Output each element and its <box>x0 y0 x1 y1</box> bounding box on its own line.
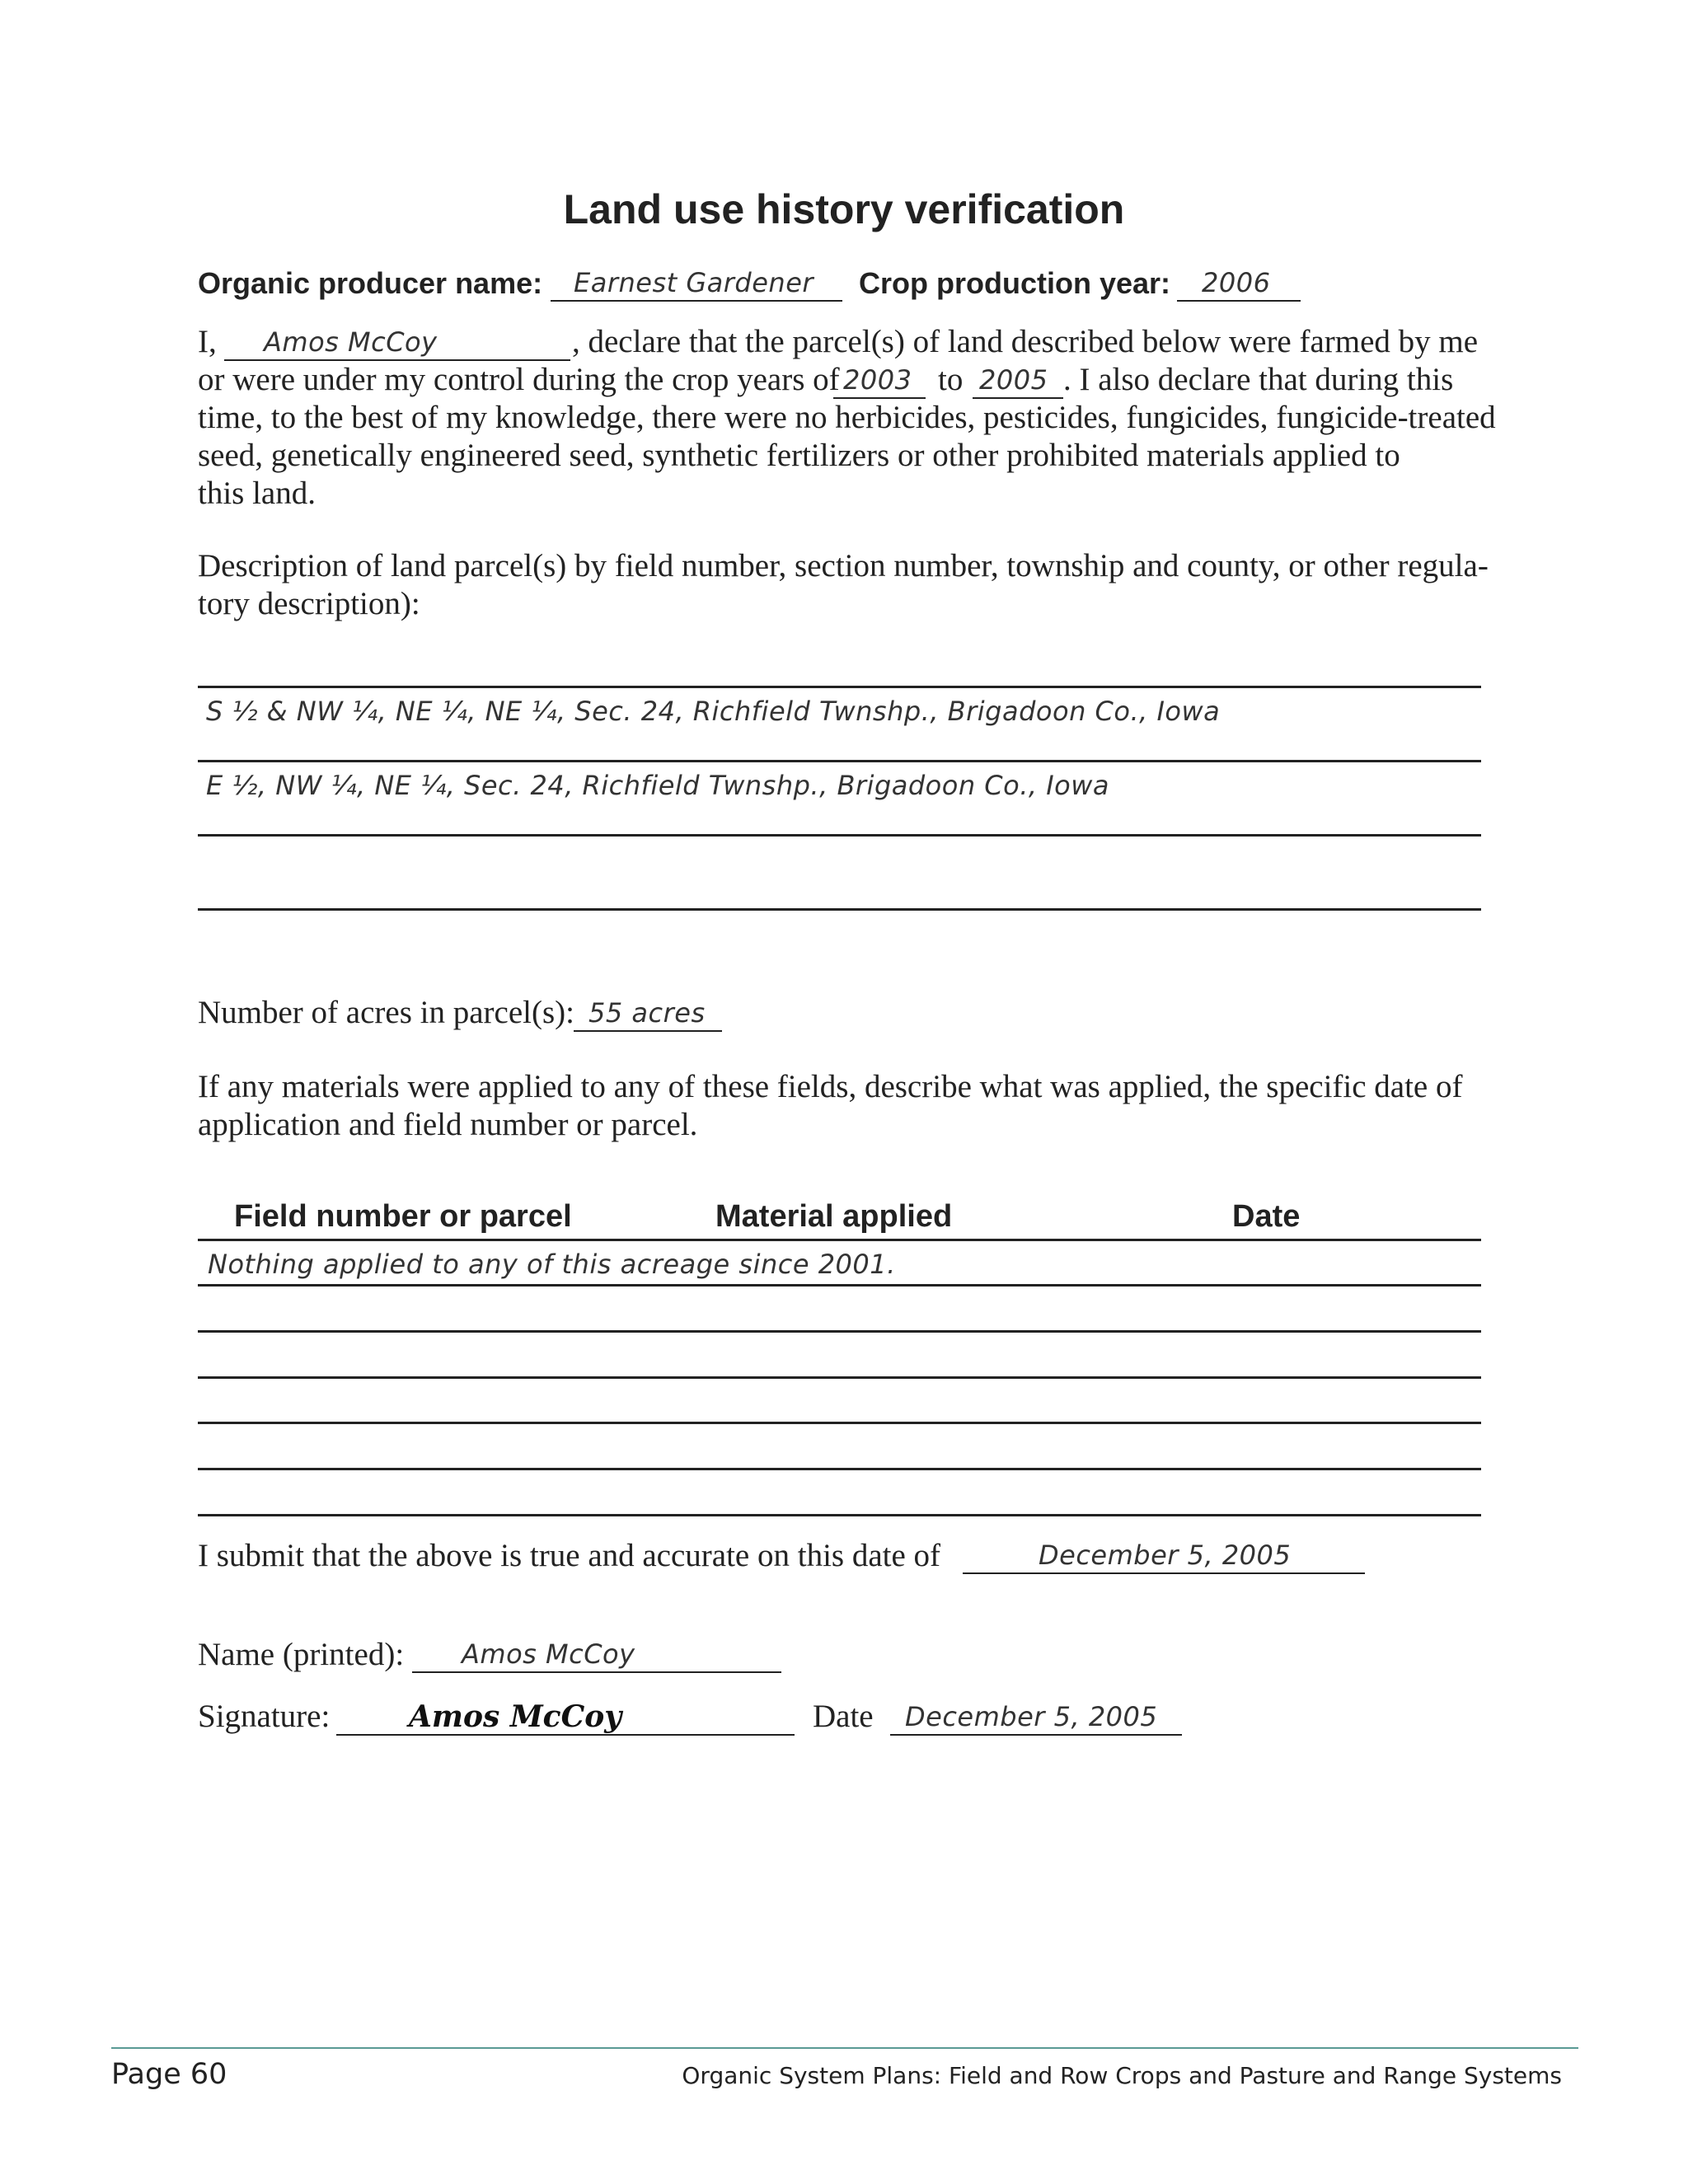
declarant-value: Amos McCoy <box>264 326 438 358</box>
name-printed-field[interactable] <box>412 1637 781 1673</box>
table-row-line-2[interactable] <box>198 1330 1481 1333</box>
from-year-value: 2003 <box>843 364 912 396</box>
declaration-prefix: I, <box>198 324 217 359</box>
page-title: Land use history verification <box>563 186 1125 232</box>
parcel-description-label-2: tory description): <box>198 586 420 621</box>
to-year-field[interactable] <box>973 364 1063 399</box>
submission-label: I submit that the above is true and accurate on this date of <box>198 1538 941 1573</box>
crop-year-value: 2006 <box>1202 267 1271 298</box>
declaration-text-2b: to <box>938 362 964 397</box>
parcel-line-2-text: E ½, NW ¼, NE ¼, Sec. 24, Richfield Twnshp., Brigadoon Co., Iowa <box>206 770 1110 801</box>
signature-date-label: Date <box>813 1699 874 1734</box>
declaration-text-3: time, to the best of my knowledge, there were no herbicides, pesticides, fungicides, fungicide-treated <box>198 400 1496 435</box>
parcel-line-3[interactable] <box>198 908 1481 911</box>
table-row-1-text: Nothing applied to any of this acreage since 2001. <box>208 1249 896 1280</box>
name-printed-label: Name (printed): <box>198 1637 405 1672</box>
crop-year-label: Crop production year: <box>859 266 1171 300</box>
column-header-field: Field number or parcel <box>234 1199 572 1234</box>
crop-year-field[interactable] <box>1177 265 1301 302</box>
column-header-material: Material applied <box>715 1199 953 1234</box>
table-row-line-1[interactable] <box>198 1284 1481 1286</box>
table-row-line-3[interactable] <box>198 1376 1481 1379</box>
parcel-line-top <box>198 686 1481 688</box>
declaration-text-1: , declare that the parcel(s) of land described below were farmed by me <box>572 324 1479 359</box>
signature-field[interactable] <box>336 1698 795 1736</box>
from-year-field[interactable] <box>833 364 926 399</box>
column-header-date: Date <box>1232 1199 1301 1234</box>
table-row-line-4[interactable] <box>198 1422 1481 1424</box>
acres-field[interactable] <box>574 997 722 1032</box>
submission-date-field[interactable] <box>963 1538 1365 1574</box>
table-row-line-5[interactable] <box>198 1468 1481 1470</box>
parcel-line-1[interactable] <box>198 760 1481 762</box>
parcel-line-2[interactable] <box>198 834 1481 837</box>
publication-title: Organic System Plans: Field and Row Crops and Pasture and Range Systems <box>682 2062 1562 2089</box>
name-printed-value: Amos McCoy <box>462 1638 635 1670</box>
table-header-rule <box>198 1239 1481 1241</box>
producer-name-label: Organic producer name: <box>198 266 543 300</box>
parcel-line-1-text: S ½ & NW ¼, NE ¼, NE ¼, Sec. 24, Richfield Twnshp., Brigadoon Co., Iowa <box>206 696 1221 727</box>
submission-date-value: December 5, 2005 <box>1039 1540 1292 1571</box>
acres-value: 55 acres <box>588 997 706 1029</box>
table-row-line-6[interactable] <box>198 1514 1481 1516</box>
signature-label: Signature: <box>198 1699 331 1734</box>
signature-date-field[interactable] <box>890 1699 1182 1736</box>
producer-name-field[interactable] <box>551 265 842 302</box>
declaration-text-5: this land. <box>198 476 316 511</box>
page-number: Page 60 <box>111 2058 227 2091</box>
signature-date-value: December 5, 2005 <box>905 1701 1158 1732</box>
declaration-text-2a: or were under my control during the crop years of <box>198 362 840 397</box>
footer-rule <box>111 2047 1578 2049</box>
producer-name-value: Earnest Gardener <box>574 267 814 298</box>
acres-label: Number of acres in parcel(s): <box>198 995 574 1030</box>
to-year-value: 2005 <box>979 364 1048 396</box>
declarant-field[interactable] <box>224 326 570 361</box>
materials-instructions-1: If any materials were applied to any of these fields, describe what was applied, the specific date of <box>198 1069 1463 1104</box>
signature-value: Amos McCoy <box>409 1699 622 1734</box>
declaration-text-4: seed, genetically engineered seed, synthetic fertilizers or other prohibited materials applied to <box>198 438 1400 473</box>
parcel-description-label-1: Description of land parcel(s) by field number, section number, township and county, or other regula- <box>198 548 1489 583</box>
declaration-text-2c: . I also declare that during this <box>1063 362 1454 397</box>
materials-instructions-2: application and field number or parcel. <box>198 1107 698 1142</box>
